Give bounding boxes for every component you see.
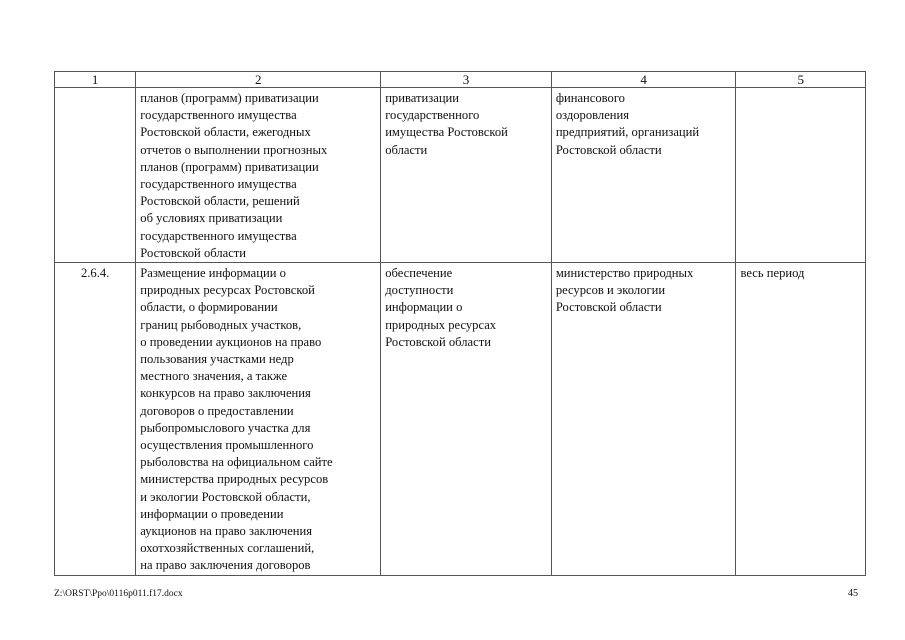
cell-text-line: государственного имущества — [140, 177, 297, 192]
column-number-1: 1 — [55, 72, 136, 88]
cell-text-line: осуществления промышленного — [140, 438, 314, 453]
cell-text-line: природных ресурсах — [385, 317, 497, 332]
cell-text-line: приватизации — [385, 91, 460, 105]
document-file-path: Z:\ORST\Ppo\0116p011.f17.docx — [54, 589, 183, 599]
column-number-row — [55, 72, 866, 88]
cell-text-line: Ростовской области — [555, 142, 662, 157]
term-cell — [736, 263, 866, 576]
cell-text-line: оздоровления — [555, 108, 630, 123]
cell-text-line: об условиях приватизации — [140, 211, 283, 226]
expected-result-text — [381, 88, 551, 159]
cell-text-line: планов (программ) приватизации — [140, 159, 319, 174]
cell-text-line: Ростовской области, ежегодных — [140, 125, 311, 140]
column-number-3: 3 — [381, 72, 552, 88]
cell-text-line: и экологии Ростовской области, — [140, 489, 311, 504]
cell-text-line: весь период — [740, 266, 805, 281]
cell-text-line: Ростовской области — [385, 334, 491, 349]
cell-text-line: государственного имущества — [140, 108, 297, 123]
measure-description-text — [136, 263, 380, 575]
cell-text-line: государственного — [385, 108, 480, 123]
cell-text-line: информации о проведении — [140, 506, 284, 521]
cell-text-line: обеспечение — [385, 266, 453, 281]
table-row-continued — [55, 88, 866, 263]
cell-text-line: министерства природных ресурсов — [140, 472, 329, 487]
row-number-cell — [55, 88, 136, 263]
cell-text-line: ресурсов и экологии — [555, 283, 666, 298]
executor-text — [552, 263, 736, 317]
cell-text-line: рыболовства на официальном сайте — [140, 455, 333, 470]
measure-description-text — [136, 88, 380, 262]
cell-text-line: договоров о предоставлении — [140, 403, 294, 418]
cell-text-line: Ростовской области — [555, 300, 662, 315]
cell-text-line: имущества Ростовской — [385, 125, 508, 140]
term-text — [736, 263, 865, 282]
column-number-2: 2 — [136, 72, 381, 88]
column-number-4: 4 — [551, 72, 736, 88]
executor-text — [552, 88, 736, 159]
cell-text-line: о проведении аукционов на право — [140, 334, 322, 349]
table-row-2-6-4 — [55, 263, 866, 576]
page-number: 45 — [848, 588, 858, 599]
cell-text-line: Размещение информации о — [140, 266, 286, 281]
cell-text-line: Ростовской области, решений — [140, 194, 300, 209]
cell-text-line: на право заключения договоров — [140, 558, 311, 573]
term-cell — [736, 88, 866, 263]
cell-text-line: области — [385, 142, 428, 157]
cell-text-line: пользования участками недр — [140, 352, 294, 367]
term-text — [736, 88, 865, 90]
cell-text-line: Ростовской области — [140, 245, 247, 260]
cell-text-line: природных ресурсах Ростовской — [140, 283, 315, 298]
cell-text-line: аукционов на право заключения — [140, 524, 313, 539]
cell-text-line: министерство природных — [555, 266, 694, 281]
expected-result-cell — [381, 88, 552, 263]
cell-text-line: информации о — [385, 300, 463, 315]
measures-table — [54, 71, 866, 576]
cell-text-line: охотхозяйственных соглашений, — [140, 541, 315, 556]
measure-description-cell — [136, 88, 381, 263]
cell-text-line: области, о формировании — [140, 300, 278, 315]
expected-result-cell — [381, 263, 552, 576]
row-number-cell: 2.6.4. — [55, 263, 136, 576]
cell-text-line: границ рыбоводных участков, — [140, 317, 302, 332]
cell-text-line: конкурсов на право заключения — [140, 386, 311, 401]
cell-text-line: предприятий, организаций — [555, 125, 700, 140]
expected-result-text — [381, 263, 551, 351]
measure-description-cell — [136, 263, 381, 576]
cell-text-line: государственного имущества — [140, 228, 297, 243]
cell-text-line: рыбопромыслового участка для — [140, 420, 311, 435]
column-number-5: 5 — [736, 72, 866, 88]
cell-text-line: доступности — [385, 283, 454, 298]
cell-text-line: отчетов о выполнении прогнозных — [140, 142, 328, 157]
executor-cell — [551, 88, 736, 263]
cell-text-line: планов (программ) приватизации — [140, 91, 319, 105]
cell-text-line: местного значения, а также — [140, 369, 288, 384]
executor-cell — [551, 263, 736, 576]
cell-text-line: финансового — [555, 91, 625, 105]
